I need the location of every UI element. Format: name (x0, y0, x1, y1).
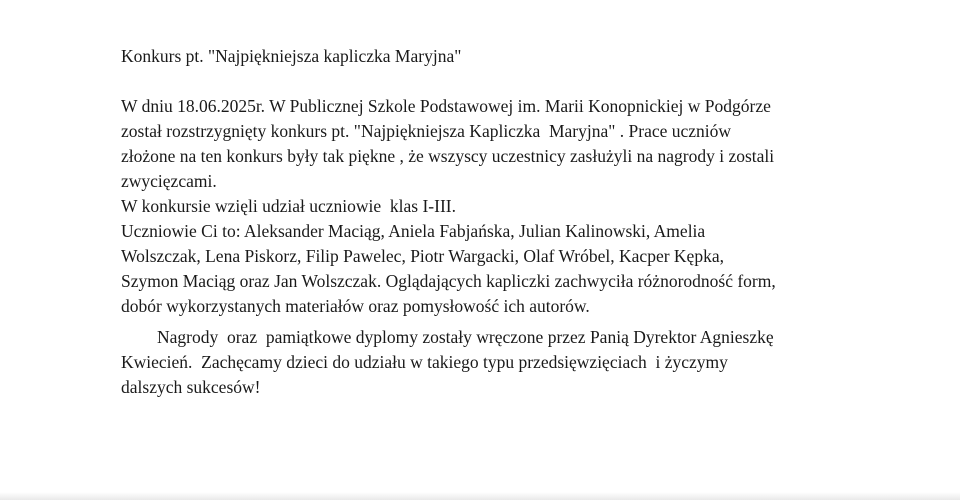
paragraph-line: został rozstrzygnięty konkurs pt. "Najpiękniejsza Kapliczka Maryjna" . Prace uczniów (121, 121, 732, 141)
paragraph-line: zwycięzcami. (121, 171, 217, 191)
paragraph-line: Nagrody oraz pamiątkowe dyplomy zostały wręczone przez Panią Dyrektor Agnieszkę (157, 327, 774, 347)
document-title: Konkurs pt. "Najpiękniejsza kapliczka Maryjna" (121, 46, 462, 66)
paragraph-announcement (121, 94, 921, 319)
paragraph-line: Wolszczak, Lena Piskorz, Filip Pawelec, Piotr Wargacki, Olaf Wróbel, Kacper Kępka, (121, 246, 724, 266)
paragraph-line: W dniu 18.06.2025r. W Publicznej Szkole Podstawowej im. Marii Konopnickiej w Podgórze (121, 96, 771, 116)
paragraph-line: W konkursie wzięli udział uczniowie klas I-III. (121, 196, 456, 216)
paragraph-line: dalszych sukcesów! (121, 377, 261, 397)
paragraph-line: Kwiecień. Zachęcamy dzieci do udziału w takiego typu przedsięwzięciach i życzymy (121, 352, 728, 372)
paragraph-awards (121, 325, 921, 400)
document-content (121, 44, 921, 400)
paragraph-line: złożone na ten konkurs były tak piękne , że wszyscy uczestnicy zasłużyli na nagrody i zostali (121, 146, 775, 166)
page-bottom-edge (0, 492, 960, 500)
paragraph-line: Uczniowie Ci to: Aleksander Maciąg, Aniela Fabjańska, Julian Kalinowski, Amelia (121, 221, 706, 241)
paragraph-line: Szymon Maciąg oraz Jan Wolszczak. Oglądających kapliczki zachwyciła różnorodność form, (121, 271, 776, 291)
paragraph-line: dobór wykorzystanych materiałów oraz pomysłowość ich autorów. (121, 296, 590, 316)
